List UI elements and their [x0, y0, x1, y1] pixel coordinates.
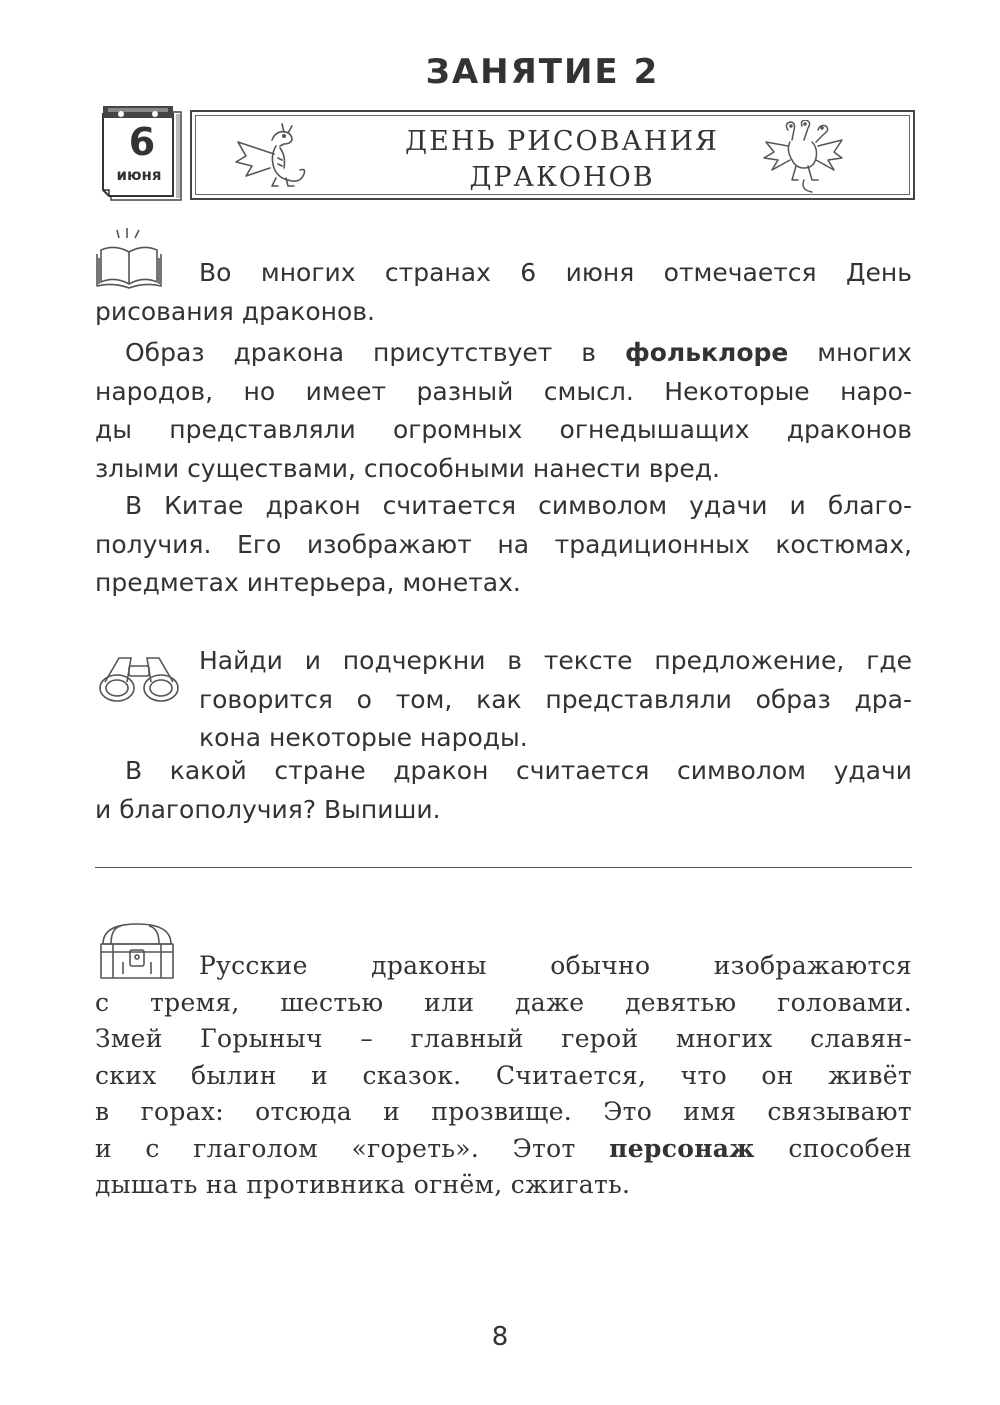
task-paragraph-2	[95, 752, 912, 829]
task-paragraph-1	[95, 642, 912, 758]
three-headed-dragon-icon	[762, 120, 844, 194]
calendar-day: 6	[128, 120, 156, 164]
text-fragment: Образ дракона присутствует в	[125, 338, 597, 367]
text-line: в горах: отсюда и прозвище. Это имя связывают	[95, 1097, 912, 1126]
key-term-character: персонаж	[609, 1133, 755, 1163]
text-line: дышать на противника огнём, сжигать.	[95, 1170, 631, 1199]
text-fragment: способен	[788, 1133, 913, 1163]
calendar-month: июня	[116, 166, 162, 184]
text-line: народов, но имеет разный смысл. Некоторые наро-	[95, 376, 912, 406]
title-line-2: ДРАКОНОВ	[469, 162, 655, 193]
reading-paragraph-3	[95, 487, 912, 603]
text-line: Найди и подчеркни в тексте предложение, где	[199, 646, 912, 675]
dragon-icon	[232, 120, 310, 192]
text-line: предметах интерьера, монетах.	[95, 568, 521, 597]
text-line: В какой стране дракон считается символом удачи	[125, 756, 912, 785]
title-box	[190, 110, 915, 200]
answer-line[interactable]	[95, 867, 912, 868]
text-fragment: и с глаголом «гореть». Этот	[95, 1133, 576, 1163]
lesson-number: 2	[633, 52, 660, 92]
text-fragment: многих	[817, 338, 912, 367]
text-line: рисования драконов.	[95, 296, 375, 326]
text-line	[95, 334, 912, 373]
text-line: кона некоторые народы.	[199, 723, 528, 752]
text-line	[95, 1131, 912, 1168]
lesson-theme-title	[342, 124, 782, 196]
lesson-label: ЗАНЯТИЕ	[425, 52, 620, 92]
reading-paragraph-2	[95, 334, 912, 488]
text-line: с тремя, шестью или даже девятью головами.	[95, 987, 912, 1017]
text-line: В Китае дракон считается символом удачи и благо-	[125, 491, 912, 520]
text-line: говорится о том, как представляли образ дра-	[199, 684, 912, 714]
text-line: и благополучия? Выпиши.	[95, 794, 441, 824]
lesson-title	[0, 52, 1000, 92]
title-line-1: ДЕНЬ РИСОВАНИЯ	[405, 126, 719, 157]
text-line: Русские драконы обычно изображаются	[199, 951, 912, 980]
tear-off-calendar-icon	[101, 104, 183, 202]
text-line: ских былин и сказок. Считается, что он живёт	[95, 1060, 912, 1090]
text-line: Змей Горыныч – главный герой многих славян-	[95, 1024, 912, 1053]
text-line: Во многих странах 6 июня отмечается День	[199, 258, 912, 287]
reading-paragraph-1	[95, 254, 912, 331]
page-number: 8	[491, 1322, 509, 1352]
key-term-folklore: фольклоре	[624, 338, 789, 367]
text-line: злыми существами, способными нанести вред.	[95, 453, 720, 483]
text-line: ды представляли огромных огнедышащих драконов	[95, 415, 912, 444]
fact-paragraph	[95, 948, 912, 1204]
text-line: получия. Его изображают на традиционных костюмах,	[95, 529, 912, 559]
